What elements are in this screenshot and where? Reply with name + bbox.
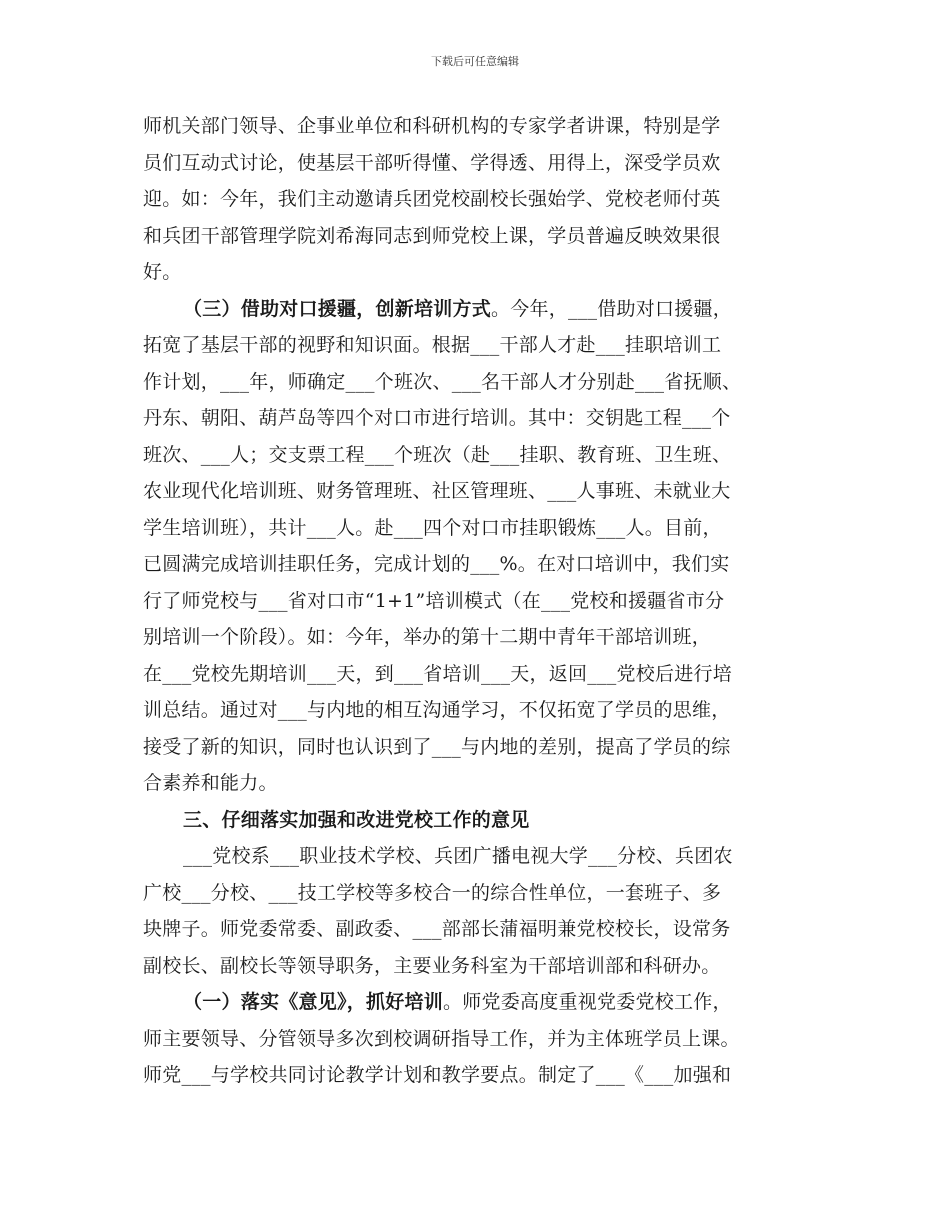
body-line: 拓宽了基层干部的视野和知识面。根据___干部人才赴___挂职培训工: [143, 334, 722, 356]
body-line: 班次、___人；交支票工程___个班次（赴___挂职、教育班、卫生班、: [143, 443, 732, 466]
body-line: 师党___与学校共同讨论教学计划和教学要点。制定了___《___加强和: [143, 1064, 732, 1086]
body-line: 师机关部门领导、企事业单位和科研机构的专家学者讲课，特别是学: [143, 115, 721, 137]
subsection-line: [143, 291, 817, 328]
body-text: 。今年，___借助对口援疆，: [491, 297, 733, 320]
body-line: 广校___分校、___技工学校等多校合一的综合性单位，一套班子、多: [143, 881, 722, 904]
body-line: 迎。如：今年，我们主动邀请兵团党校副校长强始学、党校老师付英: [143, 188, 721, 210]
body-line: 已圆满完成培训挂职任务，完成计划的___%。在对口培训中，我们实: [143, 553, 730, 575]
body-line: 好。: [143, 261, 182, 283]
body-line: 师主要领导、分管领导多次到校调研指导工作，并为主体班学员上课。: [143, 1027, 740, 1050]
body-text: 。师党委高度重视党委党校工作，: [443, 991, 732, 1013]
body-line: 副校长、副校长等领导职务，主要业务科室为干部培训部和科研办。: [143, 954, 721, 977]
body-line: 农业现代化培训班、财务管理班、社区管理班、___人事班、未就业大: [143, 480, 731, 502]
body-line: 作计划，___年，师确定___个班次、___名干部人才分别赴___省抚顺、: [143, 370, 742, 393]
body-line: ___党校系___职业技术学校、兵团广播电视大学___分校、兵团农: [183, 845, 733, 867]
body-line: 员们互动式讨论，使基层干部听得懂、学得透、用得上，深受学员欢: [143, 151, 721, 174]
subsection-title: （三）借助对口援疆，创新培训方式: [183, 297, 492, 320]
body-line: 丹东、朝阳、葫芦岛等四个对口市进行培训。其中：交钥匙工程___个: [143, 407, 731, 429]
document-body: [143, 108, 817, 1094]
subsection-title: （一）落实《意见》，抓好培训: [183, 991, 444, 1013]
page-header: 下载后可任意编辑: [431, 55, 519, 68]
section-heading: 三、仔细落实加强和改进党校工作的意见: [183, 808, 530, 831]
body-line: 接受了新的知识，同时也认识到了___与内地的差别，提高了学员的综: [143, 735, 731, 758]
body-line: 学生培训班），共计___人。赴___四个对口市挂职锻炼___人。目前，: [143, 516, 722, 539]
body-line: 和兵团干部管理学院刘希海同志到师党校上课，学员普遍反映效果很: [143, 224, 721, 247]
body-line: 训总结。通过对___与内地的相互沟通学习，不仅拓宽了学员的思维，: [143, 699, 731, 721]
subsection-line: [143, 984, 817, 1021]
body-line: 别培训一个阶段）。如：今年，举办的第十二期中青年干部培训班，: [143, 626, 712, 648]
body-line: 行了师党校与___省对口市“1+1”培训模式（在___党校和援疆省市分: [143, 589, 725, 612]
body-line: 在___党校先期培训___天，到___省培训___天，返回___党校后进行培: [143, 662, 733, 685]
body-line: 合素养和能力。: [143, 772, 278, 794]
body-line: 块牌子。师党委常委、副政委、___部部长蒲福明兼党校校长，设常务: [143, 918, 731, 940]
